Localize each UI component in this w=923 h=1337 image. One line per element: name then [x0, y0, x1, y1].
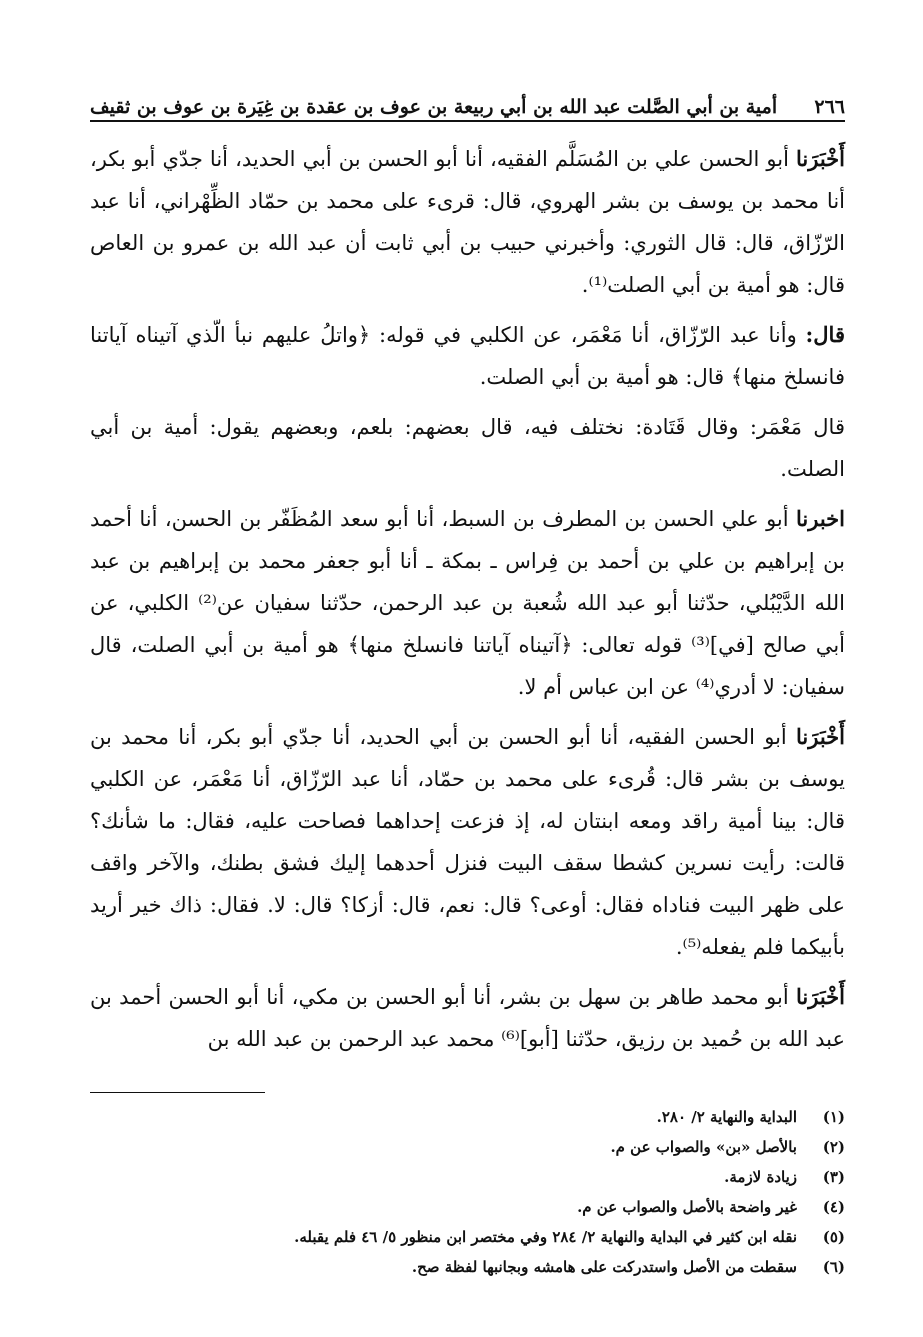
footnote-number: (٢): [822, 1138, 845, 1156]
paragraph-lead: أَخْبَرَنا: [796, 984, 845, 1009]
footnote-number: (١): [822, 1108, 845, 1126]
footnote-number: (٣): [822, 1168, 845, 1186]
footnote-number: (٤): [822, 1198, 845, 1216]
paragraph: [90, 314, 845, 398]
footnote-text: زيادة لازمة.: [724, 1168, 797, 1186]
paragraph: [90, 716, 845, 968]
footnotes: [90, 1102, 845, 1282]
running-title: أمية بن أبي الصَّلت عبد الله بن أبي ربيعة بن عوف بن عقدة بن غِيَرة بن عوف بن ثقيف: [90, 96, 778, 118]
footnote-text: البداية والنهاية ٢/ ٢٨٠.: [656, 1108, 797, 1126]
paragraph-text: أبو علي الحسن بن المطرف بن السبط، أنا أبو سعد المُظَفّر بن الحسن، أنا أحمد بن إبراهيم بن علي بن أحمد بن فِراس ـ بمكة ـ أنا أبو جعفر محمد بن إبراهيم بن عبد الله الدَّيْبُلي، حدّثنا أبو عبد الله شُعبة بن عبد الرحمن، حدّثنا سفيان عن⁽²⁾ الكلبي، عن أبي صالح [في]⁽³⁾ قوله تعالى: ﴿آتيناه آياتنا فانسلخ منها﴾ هو أمية بن أبي الصلت، قال سفيان: لا أدري⁽⁴⁾ عن ابن عباس أم لا.: [90, 507, 845, 699]
footnote-text: نقله ابن كثير في البداية والنهاية ٢/ ٢٨٤ وفي مختصر ابن منظور ٥/ ٤٦ فلم يقبله.: [294, 1228, 797, 1246]
paragraph-text: قال مَعْمَر: وقال قَتَادة: نختلف فيه، قال بعضهم: بلعم، وبعضهم يقول: أمية بن أبي الصلت.: [90, 415, 845, 481]
footnote-text: سقطت من الأصل واستدركت على هامشه وبجانبها لفظة صح.: [411, 1258, 797, 1276]
paragraph-lead: اخبرنا: [796, 506, 845, 531]
paragraph-lead: أَخْبَرَنا: [796, 724, 845, 749]
footnote: [90, 1192, 845, 1222]
paragraph: [90, 406, 845, 490]
footnote-divider: [90, 1092, 265, 1093]
header-divider: [90, 120, 845, 122]
paragraph-lead: أَخْبَرَنا: [796, 146, 845, 171]
paragraph-text: أبو الحسن علي بن المُسَلَّم الفقيه، أنا أبو الحسن بن أبي الحديد، أنا جدّي أبو بكر، أنا محمد بن يوسف بن بشر الهروي، قال: قرىء على محمد بن حمّاد الظِّهْراني، أنا عبد الرّزّاق، قال: قال الثوري: وأخبرني حبيب بن أبي ثابت أن عبد الله بن عمرو بن العاص قال: هو أمية بن أبي الصلت⁽¹⁾.: [90, 147, 845, 297]
footnote-number: (٥): [822, 1228, 845, 1246]
paragraph: [90, 498, 845, 708]
book-page: [90, 0, 845, 1337]
footnote: [90, 1132, 845, 1162]
footnote-text: بالأصل «بن» والصواب عن م.: [610, 1138, 797, 1156]
paragraph: [90, 976, 845, 1060]
page-header: [90, 82, 845, 118]
paragraph-text: وأنا عبد الرّزّاق، أنا مَعْمَر، عن الكلبي في قوله: ﴿واتلُ عليهم نبأ الّذي آتيناه آياتنا فانسلخ منها﴾ قال: هو أمية بن أبي الصلت.: [90, 323, 845, 389]
footnote: [90, 1162, 845, 1192]
footnote-text: غير واضحة بالأصل والصواب عن م.: [577, 1198, 797, 1216]
main-text: [90, 138, 845, 1068]
footnote: [90, 1252, 845, 1282]
paragraph-text: أبو محمد طاهر بن سهل بن بشر، أنا أبو الحسن بن مكي، أنا أبو الحسن أحمد بن عبد الله بن حُميد بن رزيق، حدّثنا [أبو]⁽⁶⁾ محمد عبد الرحمن بن عبد الله بن: [90, 985, 845, 1051]
footnote-number: (٦): [822, 1258, 845, 1276]
footnote: [90, 1222, 845, 1252]
paragraph-text: أبو الحسن الفقيه، أنا أبو الحسن بن أبي الحديد، أنا جدّي أبو بكر، أنا محمد بن يوسف بن بشر قال: قُرىء على محمد بن حمّاد، أنا عبد الرّزّاق، أنا مَعْمَر، عن الكلبي قال: بينا أمية راقد ومعه ابنتان له، إذ فزعت إحداهما فصاحت عليه، فقال: ما شأنك؟ قالت: رأيت نسرين كشطا سقف البيت فنزل أحدهما إليك فشق بطنك، والآخر واقف على ظهر البيت فناداه فقال: أوعى؟ قال: نعم، قال: أزكا؟ قال: لا. فقال: ذاك خير أريد بأبيكما فلم يفعله⁽⁵⁾.: [90, 725, 845, 959]
footnote: [90, 1102, 845, 1132]
paragraph-lead: قال:: [805, 322, 845, 347]
paragraph: [90, 138, 845, 306]
page-number: ٢٦٦: [814, 96, 845, 118]
